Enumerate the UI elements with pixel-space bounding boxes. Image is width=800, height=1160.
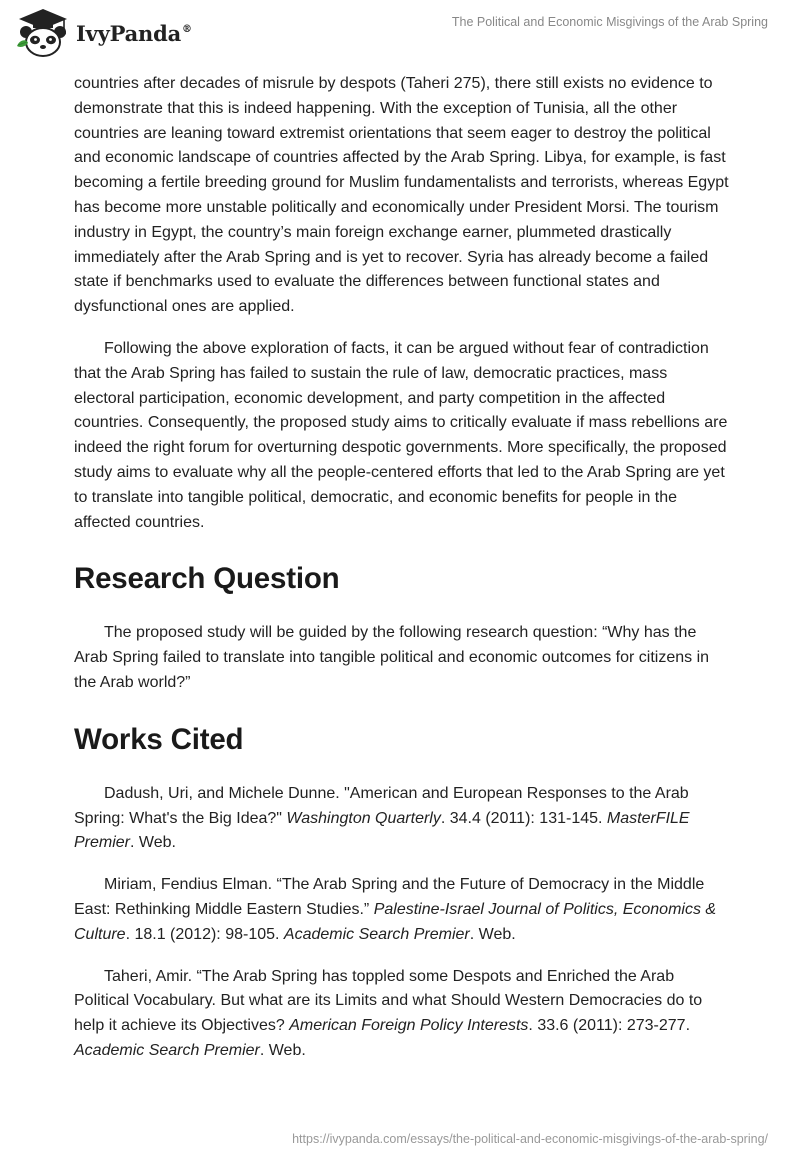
essay-content (74, 72, 730, 1081)
source-url[interactable]: https://ivypanda.com/essays/the-political-and-economic-misgivings-of-the-arab-spring/ (292, 1132, 768, 1146)
research-question-heading: Research Question (74, 562, 340, 596)
body-paragraph: Following the above exploration of facts, it can be argued without fear of contradiction that the Arab Spring has failed to sustain the rule of law, democratic practices, mass electoral participation, economic development, and party competition in the affected countries. Consequently, the proposed study aims to critically evaluate if mass rebellions are indeed the right forum for overturning despotic governments. More specifically, the proposed study aims to evaluate why all the people-centered efforts that led to the Arab Spring are yet to translate into tangible political, democratic, and economic benefits for people in the affected countries. (74, 339, 728, 531)
citation-entry: Taheri, Amir. “The Arab Spring has toppled some Despots and Enriched the Arab Political Vocabulary. But what are its Limits and what Should Western Democracies do to help it achieve its Objectives? American Foreign Policy Interests. 33.6 (2011): 273-277. Academic Search Premier. Web. (74, 967, 703, 1059)
panda-graduate-icon (14, 8, 72, 58)
page-header (0, 0, 800, 64)
body-paragraph: countries after decades of misrule by despots (Taheri 275), there still exists no evidence to demonstrate that this is indeed happening. With the exception of Tunisia, all the other countries are leaning toward extremist orientations that seem eager to destroy the political and economic landscape of countries affected by the Arab Spring. Libya, for example, is fast becoming a fertile breeding ground for Muslim fundamentalists and terrorists, whereas Egypt has become more unstable politically and economically under President Morsi. The tourism industry in Egypt, the country’s main foreign exchange earner, plummeted drastically immediately after the Arab Spring and is yet to recover. Syria has already become a failed state if benchmarks used to evaluate the differences between functional states and dysfunctional ones are applied. (74, 75, 729, 316)
works-cited-heading: Works Cited (74, 722, 244, 756)
research-question-text: The proposed study will be guided by the following research question: “Why has the Arab Spring failed to translate into tangible political and economic outcomes for citizens in the Arab world?” (74, 624, 710, 691)
citation-entry: Miriam, Fendius Elman. “The Arab Spring and the Future of Democracy in the Middle East: Rethinking Middle Eastern Studies.” Palestine-Israel Journal of Politics, Economics & Culture. 18.1 (2012): 98-105. Academic Search Premier. Web. (74, 876, 717, 943)
brand-name: IvyPanda® (76, 20, 192, 46)
citation-entry: Dadush, Uri, and Michele Dunne. "American and European Responses to the Arab Spring: What's the Big Idea?" Washington Quarterly. 34.4 (2011): 131-145. MasterFILE Premier. Web. (74, 784, 690, 852)
document-title: The Political and Economic Misgivings of the Arab Spring (451, 15, 768, 29)
ivypanda-logo[interactable] (14, 8, 192, 58)
